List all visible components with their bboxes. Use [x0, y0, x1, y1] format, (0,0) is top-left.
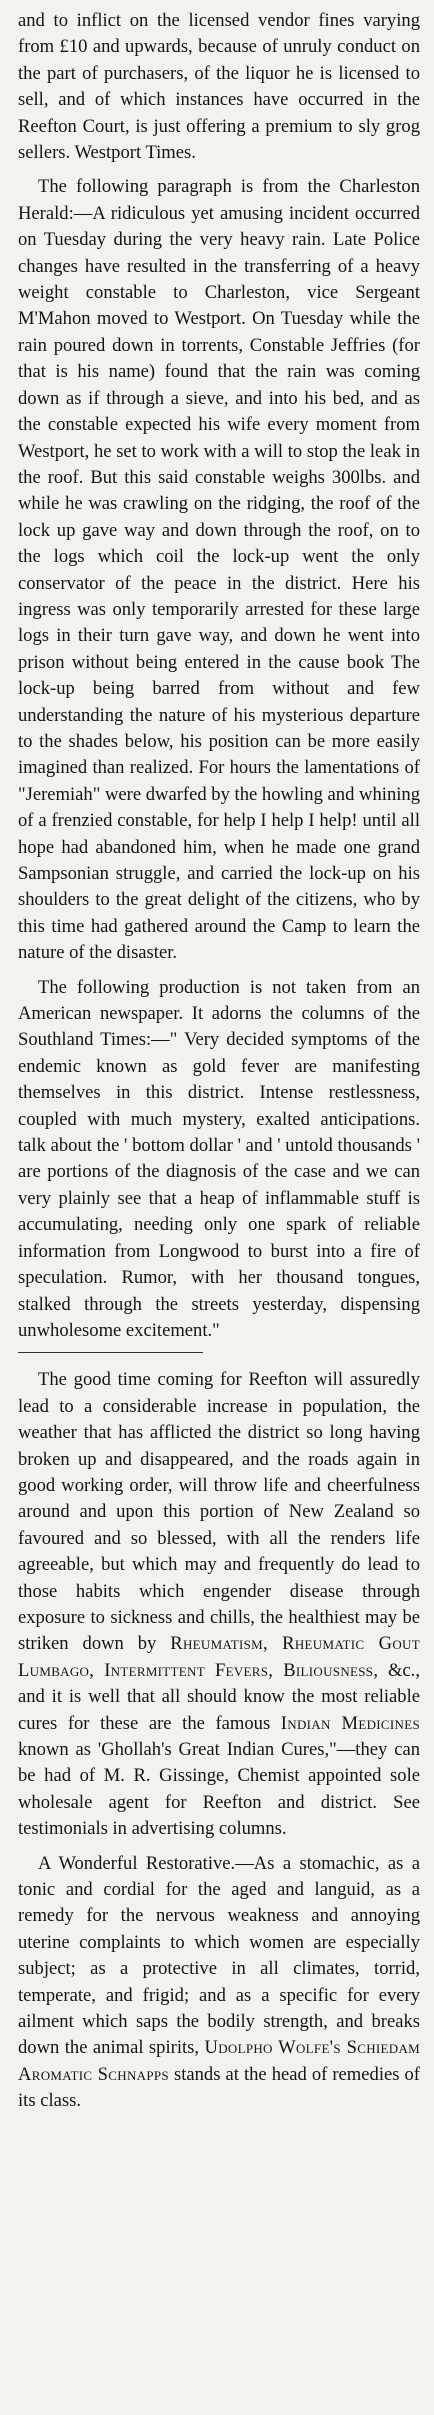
reefton-advert-ailments: Rheumatism, Rheumatic Gout Lumbago, Intermittent Fevers, Biliousness, [18, 1633, 420, 1681]
restorative-text-2: stands at the head of remedies of its class. [18, 2063, 420, 2112]
article-licensing: and to inflict on the licensed vendor fines varying from £10 and upwards, because of unruly conduct on the part of purchasers, of the liquor he is licensed to sell, and of which instances have occurred in the Reefton Court, is just offering a premium to sly grog sellers. Westport Times. [18, 10, 420, 164]
article-reefton-advert [18, 1367, 420, 1842]
restorative-text-1: A Wonderful Restorative.—As a stomachic, as a tonic and cordial for the aged and languid, as a remedy for the nervous weakness and annoying uterine complaints to which women are especially subject; as a protective in all climates, torrid, temperate, and frigid; and as a specific for every ailment which saps the bodily strength, and breaks down the animal spirits, [18, 1852, 420, 2059]
reefton-advert-text-2: &c., and it is well that all should know the most reliable cures for these are the famous [18, 1659, 420, 1734]
reefton-advert-text-1: The good time coming for Reefton will assuredly lead to a considerable increase in population, the weather that has afflicted the district so long having broken up and disappeared, and the roads again in good working order, will throw life and cheerfulness around and upon this portion of New Zealand so favoured and so blessed, with all the renders life agreeable, but which may and frequently do lead to those habits which engender disease through exposure to sickness and chills, the healthiest may be striken down by [18, 1369, 420, 1655]
restorative-brand: Udolpho Wolfe's Schiedam Aromatic Schnapps [18, 2037, 420, 2085]
article-southland-gold-fever: The following production is not taken from an American newspaper. It adorns the columns of the Southland Times:—" Very decided symptoms of the endemic known as gold fever are manifesting themselves in this district. Intense restlessness, coupled with much mystery, exalted anticipations. talk about the ' bottom dollar ' and ' untold thousands ' are portions of the diagnosis of the case and we can very plainly see that a heap of inflammable stuff is accumulating, needing only one spark of reliable information from Longwood to burst into a fire of speculation. Rumor, with her thousand tongues, stalked through the streets yesterday, dispensing unwholesome excitement." [18, 976, 420, 1341]
reefton-advert-text-3: known as 'Ghollah's Great Indian Cures,"—they can be had of M. R. Gissinge, Chemist appointed sole wholesale agent for Reefton and district. See testimonials in advertising columns. [18, 1739, 420, 1840]
section-divider [18, 1352, 203, 1353]
article-charleston-constable: The following paragraph is from the Charleston Herald:—A ridiculous yet amusing incident occurred on Tuesday during the very heavy rain. Late Police changes have resulted in the transferring of a heavy weight constable to Charleston, vice Sergeant M'Mahon moved to Westport. On Tuesday while the rain poured down in torrents, Constable Jeffries (for that is his name) found that the rain was coming down as if through a sieve, and into his bed, and as the constable expected his wife every moment from Westport, he set to work with a will to stop the leak in the roof. But this said constable weighs 300lbs. and while he was crawling on the ridging, the roof of the lock up gave way and down through the roof, on to the logs which coil the lock-up went the only conservator of the peace in the district. Here his ingress was only temporarily arrested for these large logs in their turn gave way, and down he went into prison without being entered in the cause book The lock-up being barred from without and few understanding the nature of his mysterious departure to the shades below, his position can be more easily imagined than realized. For hours the lamentations of "Jeremiah" were dwarfed by the howling and whining of a frenzied constable, for help I help I help! until all hope had abandoned him, when he made one grand Sampsonian struggle, and carried the lock-up on his shoulders to the great delight of the citizens, who by this time had gathered around the Camp to learn the nature of the disaster. [18, 176, 420, 964]
reefton-advert-indian-medicines: Indian Medicines [280, 1712, 420, 1734]
article-wonderful-restorative [18, 1851, 420, 2115]
